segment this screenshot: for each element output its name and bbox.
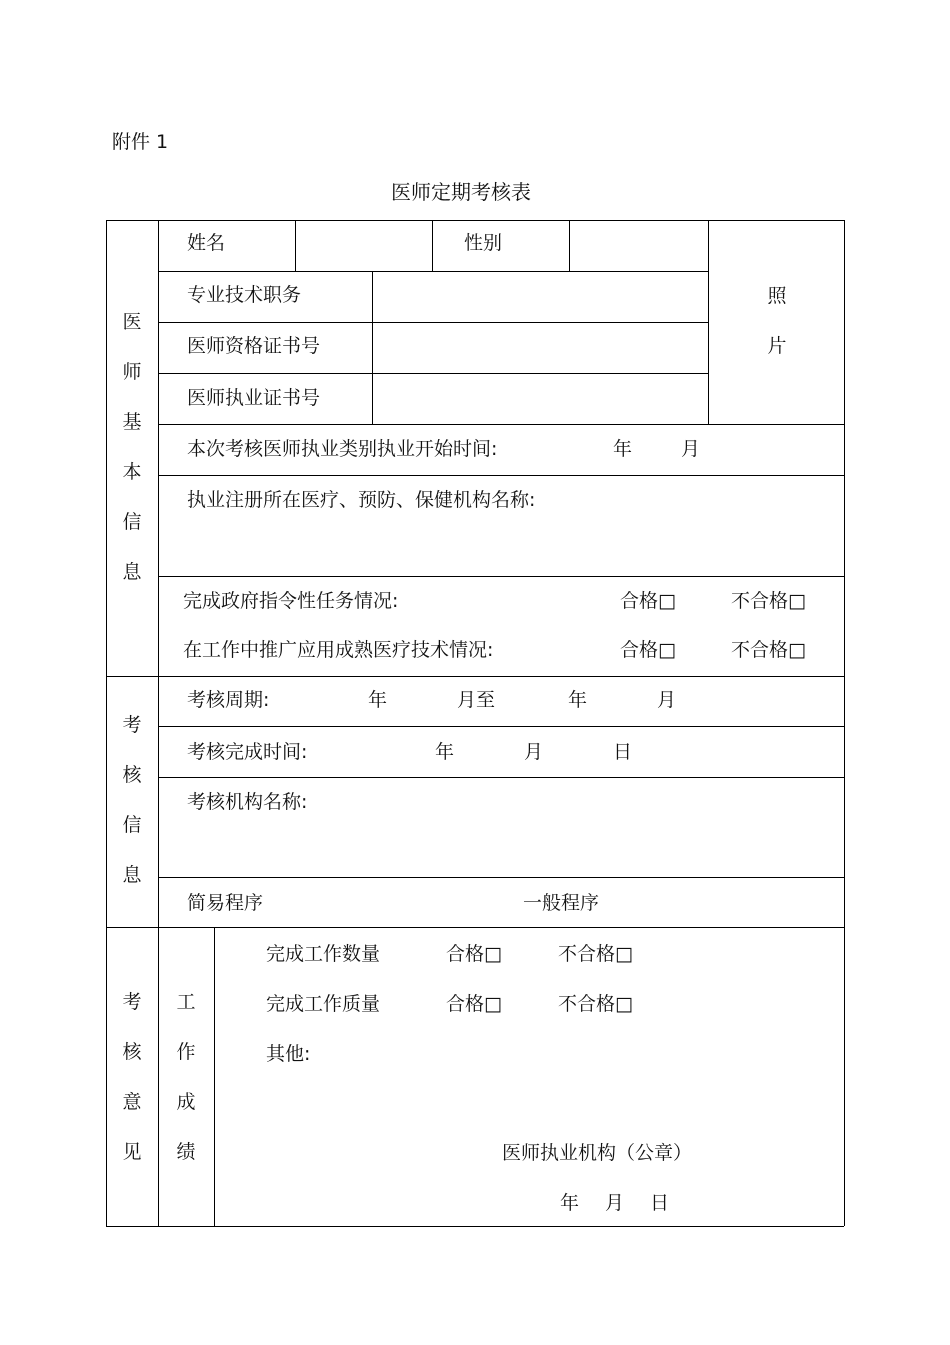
tech-promo-label: 在工作中推广应用成熟医疗技术情况: xyxy=(183,639,494,661)
license-cert-label: 医师执业证书号 xyxy=(187,387,321,409)
assessment-org-field[interactable] xyxy=(160,818,842,874)
work-quantity-label: 完成工作数量 xyxy=(266,943,381,965)
assessment-org-label: 考核机构名称: xyxy=(187,791,308,813)
gender-label: 性别 xyxy=(464,232,503,254)
professional-title-label: 专业技术职务 xyxy=(187,284,302,306)
practice-start-label: 本次考核医师执业类别执业开始时间: xyxy=(187,438,498,460)
assessment-info-section-label: 考 核 信 息 xyxy=(122,714,142,886)
work-quality-fail-checkbox[interactable]: 不合格□ xyxy=(558,993,633,1015)
gov-task-pass-checkbox[interactable]: 合格□ xyxy=(620,590,676,612)
practice-start-month: 月 xyxy=(681,438,701,460)
general-procedure-option[interactable]: 一般程序 xyxy=(523,892,600,914)
basic-info-section-label: 医 师 基 本 信 息 xyxy=(122,311,142,583)
signature-date-year: 年 xyxy=(560,1192,580,1214)
completion-year: 年 xyxy=(435,741,455,763)
practice-start-year: 年 xyxy=(613,438,633,460)
period-month-to: 月至 xyxy=(457,689,496,711)
tech-promo-fail-checkbox[interactable]: 不合格□ xyxy=(731,639,806,661)
form-title: 医师定期考核表 xyxy=(391,180,531,204)
tech-promo-pass-checkbox[interactable]: 合格□ xyxy=(620,639,676,661)
period-label: 考核周期: xyxy=(187,689,270,711)
work-quality-label: 完成工作质量 xyxy=(266,993,381,1015)
professional-title-field[interactable] xyxy=(374,273,706,320)
completion-time-label: 考核完成时间: xyxy=(187,741,308,763)
qualification-cert-label: 医师资格证书号 xyxy=(187,335,321,357)
attachment-label: 附件 1 xyxy=(112,131,169,153)
gov-task-fail-checkbox[interactable]: 不合格□ xyxy=(731,590,806,612)
signature-date-month: 月 xyxy=(605,1192,625,1214)
institution-seal-label: 医师执业机构（公章） xyxy=(502,1142,693,1164)
name-label: 姓名 xyxy=(187,232,226,254)
gov-task-label: 完成政府指令性任务情况: xyxy=(183,590,399,612)
signature-date-day: 日 xyxy=(650,1192,670,1214)
license-cert-field[interactable] xyxy=(374,375,706,422)
work-performance-label: 工 作 成 绩 xyxy=(176,991,196,1163)
photo-area: 照 片 xyxy=(767,285,787,357)
work-quality-pass-checkbox[interactable]: 合格□ xyxy=(446,993,502,1015)
completion-day: 日 xyxy=(613,741,633,763)
institution-label: 执业注册所在医疗、预防、保健机构名称: xyxy=(187,489,536,511)
period-month-2: 月 xyxy=(657,689,677,711)
completion-month: 月 xyxy=(524,741,544,763)
simple-procedure-option[interactable]: 简易程序 xyxy=(187,892,264,914)
work-quantity-fail-checkbox[interactable]: 不合格□ xyxy=(558,943,633,965)
work-quantity-pass-checkbox[interactable]: 合格□ xyxy=(446,943,502,965)
gender-field[interactable] xyxy=(571,222,706,269)
institution-field[interactable] xyxy=(160,515,842,573)
name-field[interactable] xyxy=(297,222,430,269)
period-year-1: 年 xyxy=(368,689,388,711)
period-year-2: 年 xyxy=(568,689,588,711)
qualification-cert-field[interactable] xyxy=(374,324,706,371)
other-field[interactable] xyxy=(300,1070,840,1130)
other-label: 其他: xyxy=(266,1043,311,1065)
opinion-section-label: 考 核 意 见 xyxy=(122,991,142,1163)
